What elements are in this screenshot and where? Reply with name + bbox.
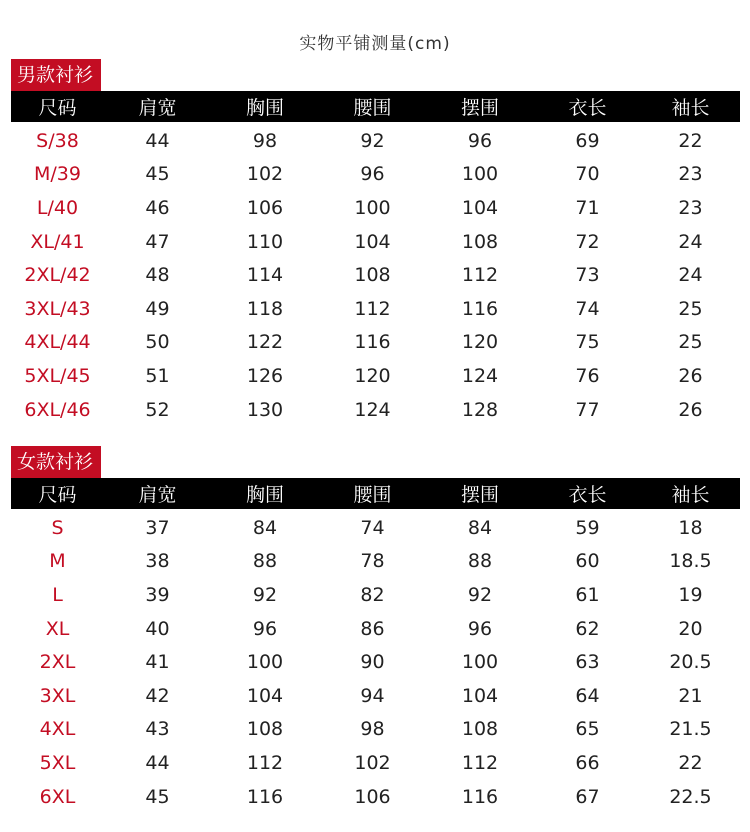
- table-row: [11, 511, 740, 545]
- length-cell: 70: [575, 163, 600, 186]
- shoulder-cell: 50: [145, 331, 170, 354]
- waist-cell: 100: [354, 196, 391, 219]
- women-table-header: [11, 478, 740, 509]
- size-cell: 5XL: [39, 751, 76, 774]
- hem-cell: 128: [461, 398, 499, 421]
- hem-cell: 112: [461, 264, 499, 287]
- size-cell: 4XL/44: [24, 331, 91, 354]
- waist-cell: 90: [360, 651, 385, 674]
- hem-cell: 92: [467, 583, 493, 606]
- chest-cell: 126: [246, 364, 284, 387]
- length-cell: 65: [575, 718, 600, 741]
- waist-cell: 120: [354, 364, 391, 387]
- sleeve-cell: 26: [678, 364, 703, 387]
- shoulder-cell: 40: [145, 617, 170, 640]
- sleeve-cell: 24: [678, 230, 703, 253]
- chest-cell: 84: [252, 516, 278, 539]
- chest-cell: 102: [246, 163, 284, 186]
- chest-cell: 112: [246, 751, 284, 774]
- table-row: [11, 578, 740, 612]
- waist-cell: 108: [354, 264, 391, 287]
- header-hem: 摆围: [460, 484, 499, 506]
- hem-cell: 124: [461, 364, 499, 387]
- waist-cell: 102: [354, 751, 391, 774]
- sleeve-cell: 22.5: [669, 785, 712, 808]
- hem-cell: 88: [467, 550, 493, 573]
- chest-cell: 122: [246, 331, 284, 354]
- chest-cell: 130: [246, 398, 284, 421]
- table-row: [11, 225, 740, 259]
- table-row: [11, 158, 740, 192]
- shoulder-cell: 38: [145, 550, 170, 573]
- hem-cell: 112: [461, 751, 499, 774]
- chest-cell: 100: [246, 651, 284, 674]
- waist-cell: 124: [354, 398, 391, 421]
- hem-cell: 96: [467, 617, 493, 640]
- shoulder-cell: 37: [145, 516, 170, 539]
- length-cell: 67: [575, 785, 600, 808]
- size-cell: M/39: [34, 163, 81, 186]
- chest-cell: 88: [252, 550, 278, 573]
- waist-cell: 106: [354, 785, 391, 808]
- waist-cell: 74: [360, 516, 385, 539]
- size-cell: 2XL: [39, 651, 76, 674]
- hem-cell: 96: [467, 129, 493, 152]
- size-cell: L/40: [36, 196, 79, 219]
- length-cell: 64: [575, 684, 600, 707]
- sleeve-cell: 23: [678, 196, 703, 219]
- header-sleeve: 袖长: [671, 484, 710, 506]
- length-cell: 59: [575, 516, 600, 539]
- hem-cell: 116: [461, 785, 499, 808]
- size-cell: XL: [45, 617, 70, 640]
- hem-cell: 100: [461, 651, 499, 674]
- header-chest: 胸围: [245, 484, 284, 506]
- table-row: [11, 359, 740, 393]
- sleeve-cell: 25: [678, 331, 703, 354]
- page-title: 实物平铺测量(cm): [299, 34, 451, 54]
- hem-cell: 104: [461, 684, 499, 707]
- chest-cell: 96: [252, 617, 278, 640]
- chest-cell: 106: [246, 196, 284, 219]
- length-cell: 63: [575, 651, 600, 674]
- length-cell: 60: [575, 550, 600, 573]
- waist-cell: 98: [360, 718, 385, 741]
- hem-cell: 104: [461, 196, 499, 219]
- sleeve-cell: 18: [678, 516, 703, 539]
- header-length: 衣长: [568, 97, 607, 119]
- length-cell: 72: [575, 230, 600, 253]
- table-row: [11, 713, 740, 747]
- header-size: 尺码: [38, 97, 77, 119]
- size-cell: XL/41: [30, 230, 85, 253]
- length-cell: 66: [575, 751, 600, 774]
- sleeve-cell: 19: [678, 583, 703, 606]
- sleeve-cell: 24: [678, 264, 703, 287]
- sleeve-cell: 25: [678, 297, 703, 320]
- shoulder-cell: 45: [145, 785, 170, 808]
- size-cell: L: [52, 583, 63, 606]
- shoulder-cell: 43: [145, 718, 170, 741]
- header-waist: 腰围: [353, 97, 392, 119]
- chest-cell: 116: [246, 785, 284, 808]
- shoulder-cell: 46: [145, 196, 170, 219]
- sleeve-cell: 22: [678, 129, 703, 152]
- chest-cell: 108: [246, 718, 284, 741]
- chest-cell: 92: [252, 583, 278, 606]
- hem-cell: 120: [461, 331, 499, 354]
- shoulder-cell: 48: [145, 264, 170, 287]
- size-cell: S: [51, 516, 64, 539]
- header-length: 衣长: [568, 484, 607, 506]
- women-section-tag: 女款衬衫: [11, 446, 101, 478]
- men-table-body: [11, 124, 740, 426]
- sleeve-cell: 21: [678, 684, 703, 707]
- size-cell: 2XL/42: [24, 264, 91, 287]
- table-row: [11, 746, 740, 780]
- size-cell: 4XL: [39, 718, 76, 741]
- header-size: 尺码: [38, 484, 77, 506]
- waist-cell: 82: [360, 583, 385, 606]
- size-cell: M: [49, 550, 66, 573]
- chest-cell: 98: [252, 129, 278, 152]
- length-cell: 69: [575, 129, 600, 152]
- length-cell: 62: [575, 617, 600, 640]
- sleeve-cell: 20: [678, 617, 703, 640]
- length-cell: 71: [575, 196, 600, 219]
- chest-cell: 118: [246, 297, 284, 320]
- size-cell: 3XL: [39, 684, 76, 707]
- waist-cell: 116: [354, 331, 391, 354]
- shoulder-cell: 47: [145, 230, 170, 253]
- waist-cell: 96: [360, 163, 385, 186]
- men-section-tag: 男款衬衫: [11, 59, 101, 91]
- size-cell: S/38: [36, 129, 79, 152]
- shoulder-cell: 44: [145, 751, 170, 774]
- waist-cell: 104: [354, 230, 391, 253]
- size-cell: 6XL/46: [24, 398, 91, 421]
- shoulder-cell: 42: [145, 684, 170, 707]
- table-row: [11, 292, 740, 326]
- length-cell: 76: [575, 364, 600, 387]
- chest-cell: 110: [246, 230, 284, 253]
- table-row: [11, 124, 740, 158]
- header-hem: 摆围: [460, 97, 499, 119]
- shoulder-cell: 39: [145, 583, 170, 606]
- table-row: [11, 780, 740, 814]
- shoulder-cell: 49: [145, 297, 170, 320]
- shoulder-cell: 45: [145, 163, 170, 186]
- shoulder-cell: 44: [145, 129, 170, 152]
- length-cell: 77: [575, 398, 600, 421]
- sleeve-cell: 18.5: [669, 550, 712, 573]
- sleeve-cell: 22: [678, 751, 703, 774]
- chest-cell: 104: [246, 684, 284, 707]
- waist-cell: 78: [360, 550, 385, 573]
- table-row: [11, 393, 740, 427]
- header-shoulder: 肩宽: [138, 484, 177, 506]
- waist-cell: 86: [360, 617, 385, 640]
- hem-cell: 108: [461, 230, 499, 253]
- hem-cell: 100: [461, 163, 499, 186]
- women-table-body: [11, 511, 740, 813]
- size-cell: 6XL: [39, 785, 76, 808]
- header-chest: 胸围: [245, 97, 284, 119]
- length-cell: 74: [575, 297, 600, 320]
- length-cell: 75: [575, 331, 600, 354]
- size-cell: 3XL/43: [24, 297, 91, 320]
- hem-cell: 116: [461, 297, 499, 320]
- header-sleeve: 袖长: [671, 97, 710, 119]
- table-row: [11, 612, 740, 646]
- sleeve-cell: 23: [678, 163, 703, 186]
- men-table-header: [11, 91, 740, 122]
- shoulder-cell: 41: [145, 651, 170, 674]
- table-row: [11, 679, 740, 713]
- header-waist: 腰围: [353, 484, 392, 506]
- waist-cell: 112: [354, 297, 391, 320]
- table-row: [11, 545, 740, 579]
- hem-cell: 84: [467, 516, 493, 539]
- table-row: [11, 191, 740, 225]
- sleeve-cell: 21.5: [669, 718, 712, 741]
- shoulder-cell: 51: [145, 364, 170, 387]
- header-shoulder: 肩宽: [138, 97, 177, 119]
- waist-cell: 92: [360, 129, 385, 152]
- length-cell: 73: [575, 264, 600, 287]
- hem-cell: 108: [461, 718, 499, 741]
- length-cell: 61: [575, 583, 600, 606]
- table-row: [11, 326, 740, 360]
- waist-cell: 94: [360, 684, 385, 707]
- table-row: [11, 258, 740, 292]
- shoulder-cell: 52: [145, 398, 170, 421]
- size-cell: 5XL/45: [24, 364, 91, 387]
- table-row: [11, 645, 740, 679]
- sleeve-cell: 20.5: [669, 651, 712, 674]
- chest-cell: 114: [246, 264, 284, 287]
- sleeve-cell: 26: [678, 398, 703, 421]
